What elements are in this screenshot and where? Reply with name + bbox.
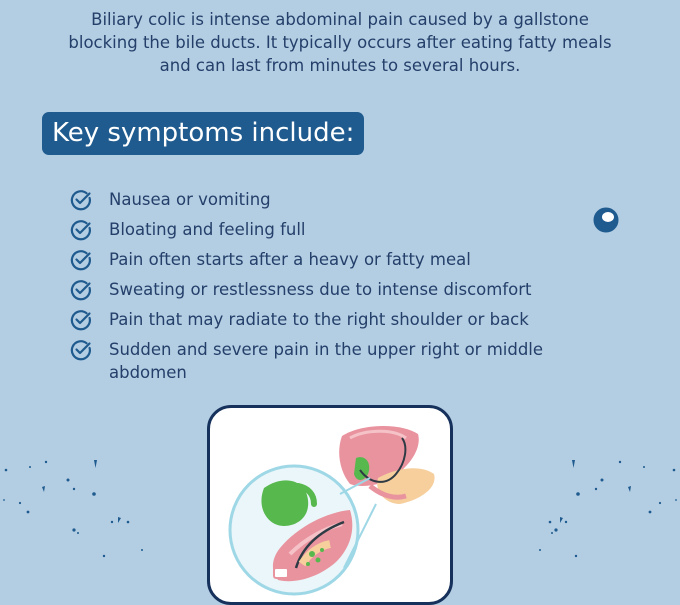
check-circle-icon [70, 189, 92, 211]
symptom-text: Nausea or vomiting [109, 190, 271, 209]
intro-line-2: blocking the bile ducts. It typically occurs after eating fatty meals [68, 33, 612, 52]
symptom-item [70, 278, 570, 301]
decorative-dots-right [520, 440, 680, 590]
check-circle-icon [70, 309, 92, 331]
symptom-text: Bloating and feeling full [109, 220, 306, 239]
gallbladder-liver-illustration [210, 408, 450, 602]
intro-paragraph [40, 8, 640, 77]
symptom-item [70, 338, 570, 384]
symptom-text: Pain that may radiate to the right shoulder or back [109, 310, 529, 329]
check-circle-icon [70, 339, 92, 361]
orb-icon [593, 207, 619, 233]
check-circle-icon [70, 249, 92, 271]
intro-line-3: and can last from minutes to several hours. [159, 56, 521, 75]
symptom-item [70, 248, 570, 271]
check-circle-icon [70, 219, 92, 241]
symptom-text: Pain often starts after a heavy or fatty meal [109, 250, 471, 269]
symptom-list [70, 188, 570, 391]
key-symptoms-heading: Key symptoms include: [42, 112, 364, 155]
symptom-item [70, 308, 570, 331]
symptom-text: Sudden and severe pain in the upper right or middle abdomen [109, 340, 544, 382]
illustration-frame [207, 405, 453, 605]
decorative-dots-left [0, 440, 160, 590]
symptom-item [70, 188, 570, 211]
intro-line-1: Biliary colic is intense abdominal pain caused by a gallstone [91, 10, 589, 29]
check-circle-icon [70, 279, 92, 301]
symptom-item [70, 218, 570, 241]
symptom-text: Sweating or restlessness due to intense discomfort [109, 280, 532, 299]
